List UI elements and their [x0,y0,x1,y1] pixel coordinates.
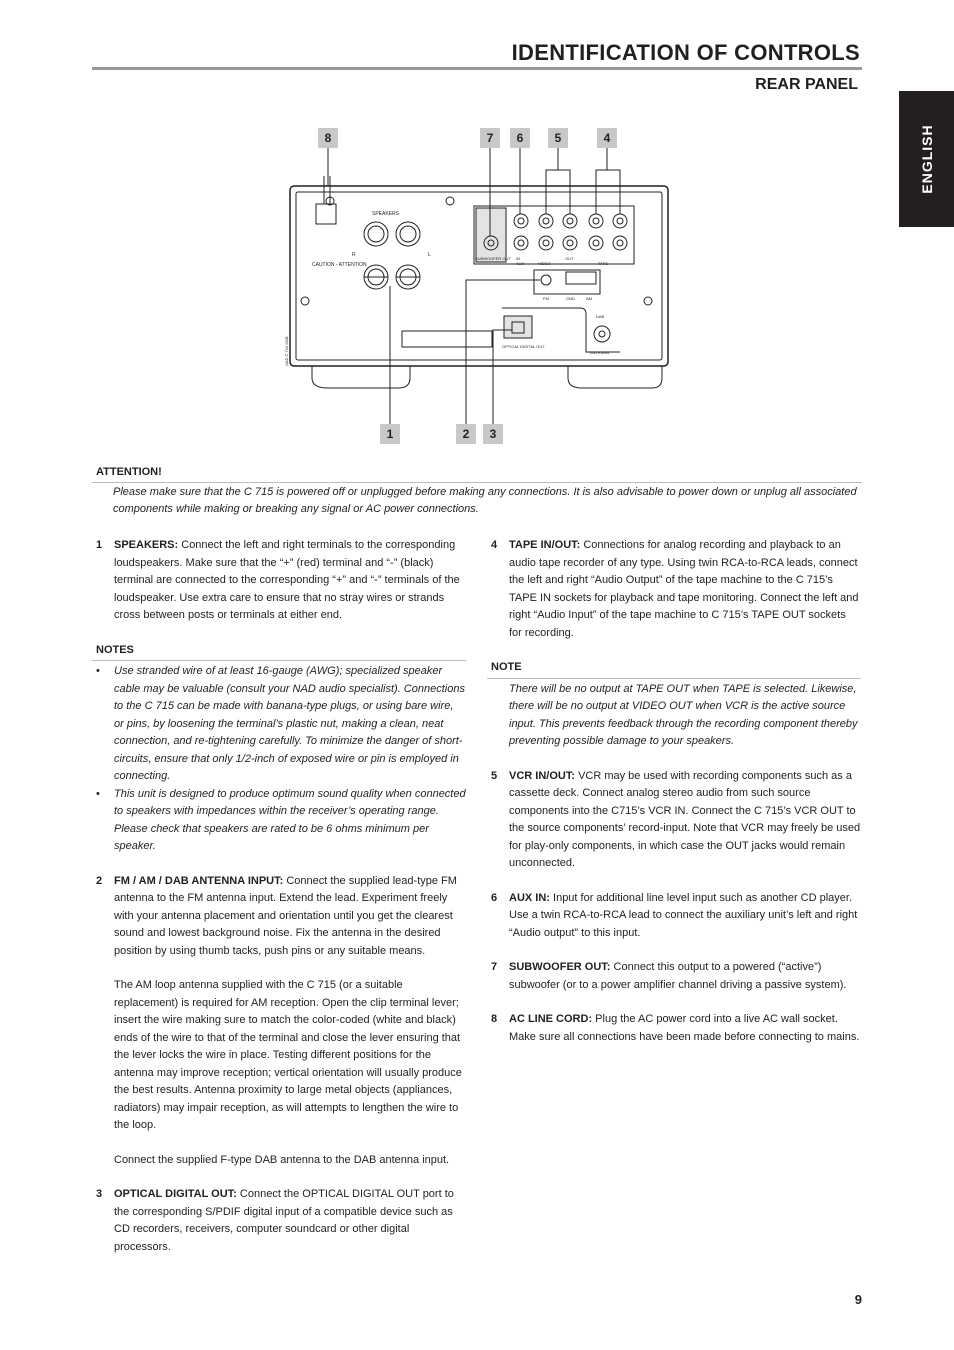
diagram-tape-label: TAPE [598,261,609,266]
item-title: SUBWOOFER OUT: [509,961,611,973]
callout-6: 6 [510,128,530,148]
item-title: VCR IN/OUT: [509,769,575,782]
callout-4: 4 [597,128,617,148]
callout-2: 2 [456,424,476,444]
item-ac-line-cord [491,1011,861,1046]
diagram-subwoofer-label: SUBWOOFER OUT [475,256,511,261]
page-number: 9 [854,1292,862,1307]
item-text: Plug the AC power cord into a live AC wall socket. Make sure all connections have been made before connecting to mains. [509,1013,860,1043]
item-number: 5 [491,769,498,782]
item-number: 1 [96,539,103,551]
item-text: Connect this output to a powered (“active”) subwoofer (or to a power amplifier channel driving a passive system). [509,961,847,991]
item-number: 7 [491,961,498,973]
item-text: Connections for analog recording and playback to an audio tape recorder of any type. Using twin RCA-to-RCA leads, connect the left and right “Audio Output” of the tape machine to the C 715’s TAPE IN sockets for playback and tape monitoring. Connect the left and right “Audio Input” of the tape machine to C 715’s TAPE OUT sockets for recording. [509,539,859,639]
item-number: 4 [491,539,498,551]
diagram-dab-label: DAB [596,314,605,319]
item-title: FM / AM / DAB ANTENNA INPUT: [114,874,284,887]
diagram-fm-label: FM [543,296,549,301]
attention-text: Please make sure that the C 715 is powered off or unplugged before making any connections. It is also advisable to power down or unplug all associated components while making or breaking any signal or AC power connections. [113,486,857,515]
item-number: 3 [96,1188,103,1200]
item-title: OPTICAL DIGITAL OUT: [114,1188,237,1200]
rear-panel-drawing [280,126,680,446]
callout-3: 3 [483,424,503,444]
item-subwoofer-out [491,959,861,994]
section-subtitle: REAR PANEL [755,76,858,93]
note-rule [487,678,861,679]
left-column [96,537,466,1256]
diagram-l-label: L [428,252,431,258]
item-title: TAPE IN/OUT: [509,539,581,551]
item-aux-in [491,890,861,943]
diagram-optical-label: OPTICAL DIGITAL OUT [502,344,545,349]
diagram-gnd-label: GND [566,296,575,301]
diagram-caution-label: CAUTION - ATTENTION [312,262,367,268]
header-rule [92,67,862,70]
notes-heading: NOTES [96,643,134,656]
item-speakers [96,537,466,625]
item-tape [491,537,861,642]
item-number: 2 [96,874,103,887]
note-text: There will be no output at TAPE OUT when TAPE is selected. Likewise, there will be no output at VIDEO OUT when VCR is the active source input. This prevents feedback through the recording component thereby preventing possible damage to your speakers. [509,682,858,747]
language-tab [899,91,954,227]
diagram-speakers-label: SPEAKERS [372,211,399,217]
callout-1: 1 [380,424,400,444]
item-number: 6 [491,891,498,904]
item-text: Input for additional line level input such as another CD player. Use a twin RCA-to-RCA lead to connect the auxiliary unit’s left and right “Audio output” to this input. [509,891,858,939]
item-number: 8 [491,1013,498,1025]
item-title: SPEAKERS: [114,539,179,551]
item-title: AC LINE CORD: [509,1013,593,1025]
item-text: Connect the left and right terminals to the corresponding loudspeakers. Make sure that the “+” (red) terminal and “-” (black) terminal are connected to the corresponding “+” and “-” terminals of the loudspeaker. Use extra care to ensure that no stray wires or strands cross between posts or terminals at either end. [114,539,460,621]
attention-heading: ATTENTION! [96,466,162,478]
diagram-am-label: AM [586,296,592,301]
item-antenna-input [96,873,466,961]
item-paragraph: Connect the supplied F-type DAB antenna to the DAB antenna input. [114,1153,450,1166]
item-paragraph: The AM loop antenna supplied with the C 715 (or a suitable replacement) is required for AM reception. Open the clip terminal lever; insert the wire making sure to match the color-coded (white and black) ends of the wire to that of the terminal and close the lever ensuring that the lever locks the wire in place. Testing different positions for the antenna may improve reception; vertical orientation will usually produce the best results. Antenna proximity to large metal objects (appliances, radiators) may impair reception, as will attempts to lengthen the wire to the loop. [114,979,462,1131]
right-column [491,537,861,1046]
diagram-aux-label: AUX [516,261,525,266]
note-bullet: • Use stranded wire of at least 16-gauge (AWG); specialized speaker cable may be valuable (consult your NAD audio specialist). Connections to the C 715 can be made with banana-type plugs, or using bare wire, or pins, by loosening the terminal’s plastic nut, making a clean, neat connection, and re-tightening carefully. To minimize the danger of short-circuits, ensure that only 1/2-inch of exposed wire or pin is employed in connecting. [96,665,465,782]
diagram-model-label: NAD C 715 DAB [284,336,289,366]
item-optical-out [96,1186,466,1256]
language-tab-label: ENGLISH [918,124,935,194]
notes-rule [92,660,466,661]
diagram-antenna-label: ANTENNA [590,350,610,355]
item-text: Connect the OPTICAL DIGITAL OUT port to the corresponding S/PDIF digital input of a compatible device such as CD recorders, receivers, computer soundcard or other digital processors. [114,1188,454,1253]
diagram-r-label: R [352,252,356,258]
diagram-out-label: OUT [565,256,574,261]
diagram-video-label: VIDEO [538,261,551,266]
callout-5: 5 [548,128,568,148]
note-bullet: • This unit is designed to produce optimum sound quality when connected to speakers with impedances within the receiver’s operating range. Please check that speakers are rated to be 6 ohms minimum per speaker. [96,787,466,852]
item-title: AUX IN: [509,891,550,904]
attention-rule [92,482,862,483]
page-title: IDENTIFICATION OF CONTROLS [511,40,860,65]
item-text: VCR may be used with recording components such as a cassette deck. Connect analog stereo audio from such source components into the C715’s VCR IN. Connect the C 715’s VCR OUT to the source components’ record-input. Note that VCR may freely be used for play-only components, in which case the OUT jacks would remain unconnected. [509,769,861,869]
diagram-in-label: IN [516,256,520,261]
callout-8: 8 [318,128,338,148]
callout-7: 7 [480,128,500,148]
item-text: Connect the supplied lead-type FM antenna to the FM antenna input. Extend the lead. Experiment freely with your antenna placement and orientation until you get the clearest sound and lowest background noise. Fix the antenna in the desired position by using thumb tacks, push pins or any suitable means. [114,874,457,957]
item-vcr [491,768,861,873]
note-heading: NOTE [491,661,522,673]
rear-panel-diagram [280,126,680,446]
